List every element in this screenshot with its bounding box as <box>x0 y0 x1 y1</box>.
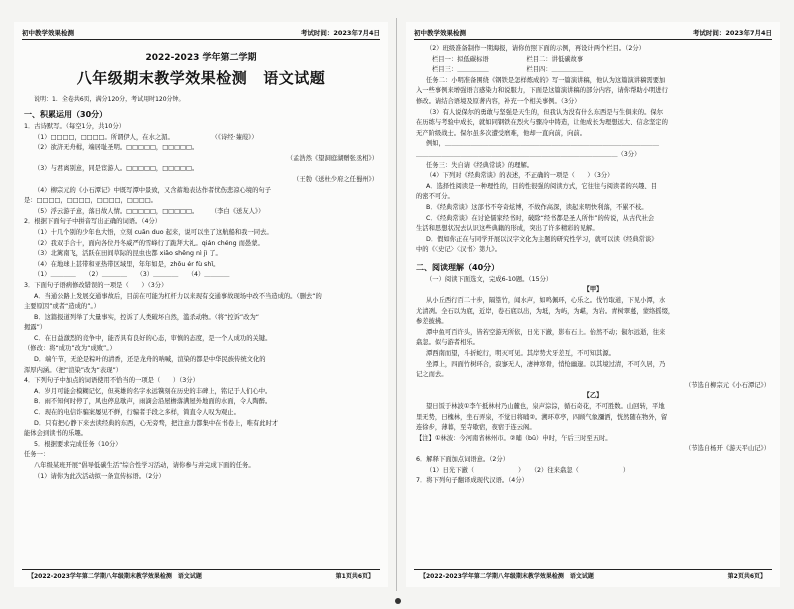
question-line: 4．下列句子中加点的词语使用不恰当的一项是（ ）（3分） <box>24 377 199 385</box>
answer-blank[interactable]: ＿＿＿＿＿＿＿＿＿＿＿＿＿＿＿＿＿＿＿＿＿＿＿＿＿＿＿＿＿＿＿＿（3分） <box>416 150 641 158</box>
answer-blanks[interactable]: （1）＿＿＿＿ （2）＿＿＿＿ （3）＿＿＿＿ （4）＿＿＿＿ <box>34 271 230 279</box>
passage-line: 里无势，曰槐林，坐石弄泉，不觉日将晡②。溯环草亭，四顾气象瀰洒，恍然随在物外，留 <box>416 413 668 421</box>
option-line: C．现在的电信诈骗案屡见不鲜，行骗者手段之多样，简直令人叹为观止。 <box>34 409 240 417</box>
page-body <box>24 44 378 565</box>
option-line: 中的《〈史记〉〈汉书〉第九》。 <box>416 246 502 254</box>
sub-heading: （一）阅读下面选文，完成6-10题。（15分） <box>426 275 553 283</box>
task-line: 在历练与考验中成长，就如同钢铁在烈火与骤冷中铸造，让他成长为理想远大、信念坚定的 <box>416 119 668 127</box>
exam-year: 2022-2023 学年第二学期 <box>145 53 257 63</box>
header-left: 初中教学效果检测 <box>414 29 466 37</box>
option-line: A．选择性阅读是一种理性的，目的性很强的阅读方式，它往往与阅读者的兴趣、目 <box>426 182 657 190</box>
passage-line: 望日饭于林波①李午抵林村乃山麓也，泉声淙淙，循石奇花，不可胜数。山回转，平地 <box>426 403 665 410</box>
exam-page-1 <box>14 22 388 587</box>
question-line: （4）下列对《经典常谈》的表述，不正确的一项是（ ）（3分） <box>426 172 614 180</box>
answer-blanks[interactable]: （1）日光下澈（ ） （2）往来翕忽（ ） <box>426 466 630 474</box>
passage-line: 参差披拂。 <box>416 318 448 326</box>
exam-note: 说明：1．全卷共6页，满分120分，考试用时120分钟。 <box>34 96 185 103</box>
question-line: 是：□□□□，□□□□，□□□□，□□□□。 <box>24 197 157 205</box>
task-line: 任务三：失自请《经典常谈》的理解。 <box>426 161 534 169</box>
passage-label-jia: 【甲】 <box>583 286 603 294</box>
option-line: A．当通公路上发展交通事故后，目前在可能为杠杆力以来现有交通事故现场中改不当造成的。（删去“的 <box>34 292 322 300</box>
section-heading: 一、积累运用（30分） <box>24 110 108 119</box>
page-gutter <box>396 18 397 591</box>
question-line: 3．下面句子语病修改错误的一项是（ ）（3分） <box>24 281 168 289</box>
option-line: 生活和思想状况去认识这些典籍的形成，突出了许多精彩的见解。 <box>416 225 599 233</box>
option-line: C．在日益激烈的竞争中，能否具有良好的心态，审慎的态度，是一个人成功的关键。 <box>34 334 272 342</box>
question-line: 2．根据下面句子中拼音写出正确的词语。（4分） <box>24 218 162 226</box>
section-heading: 二、阅读理解（40分） <box>416 262 500 272</box>
binding-hole <box>395 598 401 604</box>
option-line: C．《经典常谈》在讨论儒家经书时，破除“经书都是圣人所作”的传说，从古代社会 <box>426 214 655 222</box>
passage-line: 坐潭上，四面竹树环合，寂寥无人，凄神寒骨，悄怆幽邃。以其境过清，不可久居，乃 <box>426 360 666 368</box>
column-blanks[interactable]: 栏目三：＿＿＿＿＿ 栏目四：＿＿＿＿＿ <box>432 66 584 74</box>
question-line: （1）请你为此次活动拟一条宣传标语。（2分） <box>34 472 165 480</box>
option-line: B．《经典常谈》这部书不夸奇炫博，不故作高深，读起来明快利落，不累不枝。 <box>426 203 648 211</box>
passage-source: （节选自柳宗元《小石潭记》） <box>684 381 770 389</box>
footer-right: 第1页共6页】 <box>335 573 374 580</box>
task-line: 无产阶级战士。保尔虽多次遭受磨难，他却一直向前，向前。 <box>416 129 587 137</box>
question-line: （1）十几个别的少年也大悟，立刻 cuān duo 起来，说可以坐了这航船和我一同去。 <box>34 228 273 236</box>
page-footer <box>414 569 772 581</box>
question-line: （5）浮云游子意，落日故人情。□□□□□，□□□□□。 （李白《送友人》） <box>34 207 265 215</box>
question-line: （3）与君离别意，同是宦游人。□□□□□，□□□□□。 <box>34 165 199 173</box>
task-line: （3）有人说保尔的勇敢与坚强是天生的，但我认为没有什么东西是与生俱来的。保尔 <box>426 108 663 116</box>
passage-note: 【注】①林波：今河南省林州市。②晡（bū）申时，午后三时至五时。 <box>416 434 612 442</box>
passage-line: 潭西南而望，斗折蛇行，明灭可见。其岸势犬牙差互，不可知其源。 <box>426 350 615 358</box>
question-line: （孟浩然《望洞庭湖赠张丞相》） <box>286 154 378 162</box>
task-line: 入一些事例来增强语言感染力和说服力，下面是这篇演讲稿的部分内容，请你帮助小明进行 <box>416 87 668 95</box>
question-line: （1）□□□□，□□□□。所谓伊人，在水之湄。 （《诗经·蒹葭》） <box>34 133 258 141</box>
passage-line: 记之而去。 <box>416 371 448 379</box>
header-right: 考试时间：2023年7月4日 <box>300 29 380 37</box>
option-line: D．假如你正在与同学开展以汉字文化为主题的研究性学习，就可以读《经典常谈》 <box>426 235 658 243</box>
option-line: A．岁月可能会模糊记忆，但英雄的名字永远镌刻在历史的丰碑上，铭记于人们心中。 <box>34 387 272 395</box>
exam-title <box>24 67 378 88</box>
option-line: 的密不可分。 <box>416 193 454 201</box>
passage-line: 从小丘西行百二十步，隔篁竹，闻水声，如鸣佩环，心乐之。伐竹取道，下见小潭，水 <box>426 297 666 305</box>
question-line: 八年级某班开展“倡导低碳生活”综合性学习活动，请你参与并完成下面的任务。 <box>34 462 255 469</box>
passage-line: 连徐步，薄暮，至寺歇宿，夜宿于连云阁。 <box>416 424 536 432</box>
question-line: （2）欲济无舟楫，端居耻圣明。□□□□□，□□□□□。 <box>34 144 199 152</box>
option-line: B．这篇报道列举了大量事实，控诉了人类破坏自然，滥杀动物。（将“控诉”改为“ <box>34 313 260 321</box>
task-line: 修改。请结合语境及原著内容，补充一个相关事例。（3分） <box>416 97 581 105</box>
column-example: 栏目一：拟低碳标语 栏目二：讲低碳故事 <box>432 55 584 63</box>
page-body <box>416 44 770 565</box>
option-line: 揭露”） <box>24 324 47 332</box>
header-right: 考试时间：2023年7月4日 <box>692 29 772 37</box>
question-line: （4）在地球上甚带和亚热带区域里，年年如是，zhōu ér fù shǐ。 <box>34 260 220 268</box>
option-line: 能体会到读书的乐趣。 <box>24 430 87 438</box>
passage-line: 翕忽。似与游者相乐。 <box>416 339 479 347</box>
question-line: 6．解释下面加点词语意。（2分） <box>416 455 510 463</box>
question-line: （2）班级准备制作一期海报，请你仿照下面的示例，再设计两个栏目。（2分） <box>426 45 645 52</box>
question-line: （2）我双手合十，面向各位丹冬威严的雪峰行了跪拜大礼。qián chéng 而愚蒙。 <box>34 239 264 247</box>
exam-title-subject: 语文试题 <box>263 69 326 87</box>
footer-left: 【2022-2023学年第二学期八年级期末教学效果检测 语文试题 <box>28 573 202 580</box>
exam-page-2 <box>406 22 780 587</box>
option-line: B．雨不知何时停了，风也停息歇声，雨滴会沿屋檐落满屋外地面的水面，令人陶醉。 <box>34 398 272 406</box>
option-line: （修改：将“成功”改为“成败”。） <box>24 345 116 353</box>
question-line: 5．根据要求完成任务（10分） <box>34 440 122 448</box>
option-line: 浑厚内涵。（把“渲染”改为“表现”） <box>24 366 123 374</box>
option-line: D．只有把心静下来去读经典的东西，心无旁骛，把注意力都集中在书卷上，唯有此时才 <box>34 419 279 427</box>
question-line: （3）北篱南飞，活跃在田间草际的昆虫也都 xiāo shēng nì jì 了。 <box>34 250 222 258</box>
passage-source: （节选自杨开《游天平山记》） <box>684 445 770 453</box>
question-line: 1．古诗默写。（每空1分，共10分） <box>24 123 126 130</box>
footer-right: 第2页共6页】 <box>727 573 766 580</box>
passage-label-yi: 【乙】 <box>583 392 603 400</box>
answer-blank[interactable]: 例如，＿＿＿＿＿＿＿＿＿＿＿＿＿＿＿＿＿＿＿＿＿＿＿＿＿＿＿＿＿＿＿＿＿＿ <box>426 140 659 148</box>
task-line: 任务二：小明准备围绕《钢铁是怎样炼成的》写一篇演讲稿，他认为这篇演讲稿需要加 <box>426 76 666 84</box>
exam-title-main: 八年级期末教学效果检测 <box>76 69 248 87</box>
page-header <box>414 26 772 40</box>
footer-left: 【2022-2023学年第二学期八年级期末教学效果检测 语文试题 <box>420 573 594 580</box>
page-header <box>22 26 380 40</box>
header-left: 初中教学效果检测 <box>22 29 74 37</box>
question-line: （王勃《送杜少府之任蜀州》） <box>292 175 378 183</box>
question-line: 7．将下列句子翻译成现代汉语。（4分） <box>416 477 528 485</box>
question-line: （4）柳宗元的《小石潭记》中既写潭中景致，又含蓄地表达作者忧伤悲凉心境的句子 <box>34 186 271 194</box>
page-footer <box>22 569 380 581</box>
passage-line: 潭中鱼可百许头，皆若空游无所依，日光下澈，影布石上。佁然不动；俶尔远逝，往来 <box>426 328 666 336</box>
passage-line: 尤清冽。全石以为底，近岸，卷石底以出，为坻，为屿，为嵁，为岩。青树翠蔓，蒙络摇缀， <box>416 307 675 315</box>
option-line: 主要原因”或者“造成的”。） <box>24 303 100 311</box>
option-line: D．端午节，无论是粽叶的清香，还是龙舟的呐喊，渲染的都是中华民族传统文化的 <box>34 356 266 364</box>
task-heading: 任务一： <box>24 451 50 459</box>
